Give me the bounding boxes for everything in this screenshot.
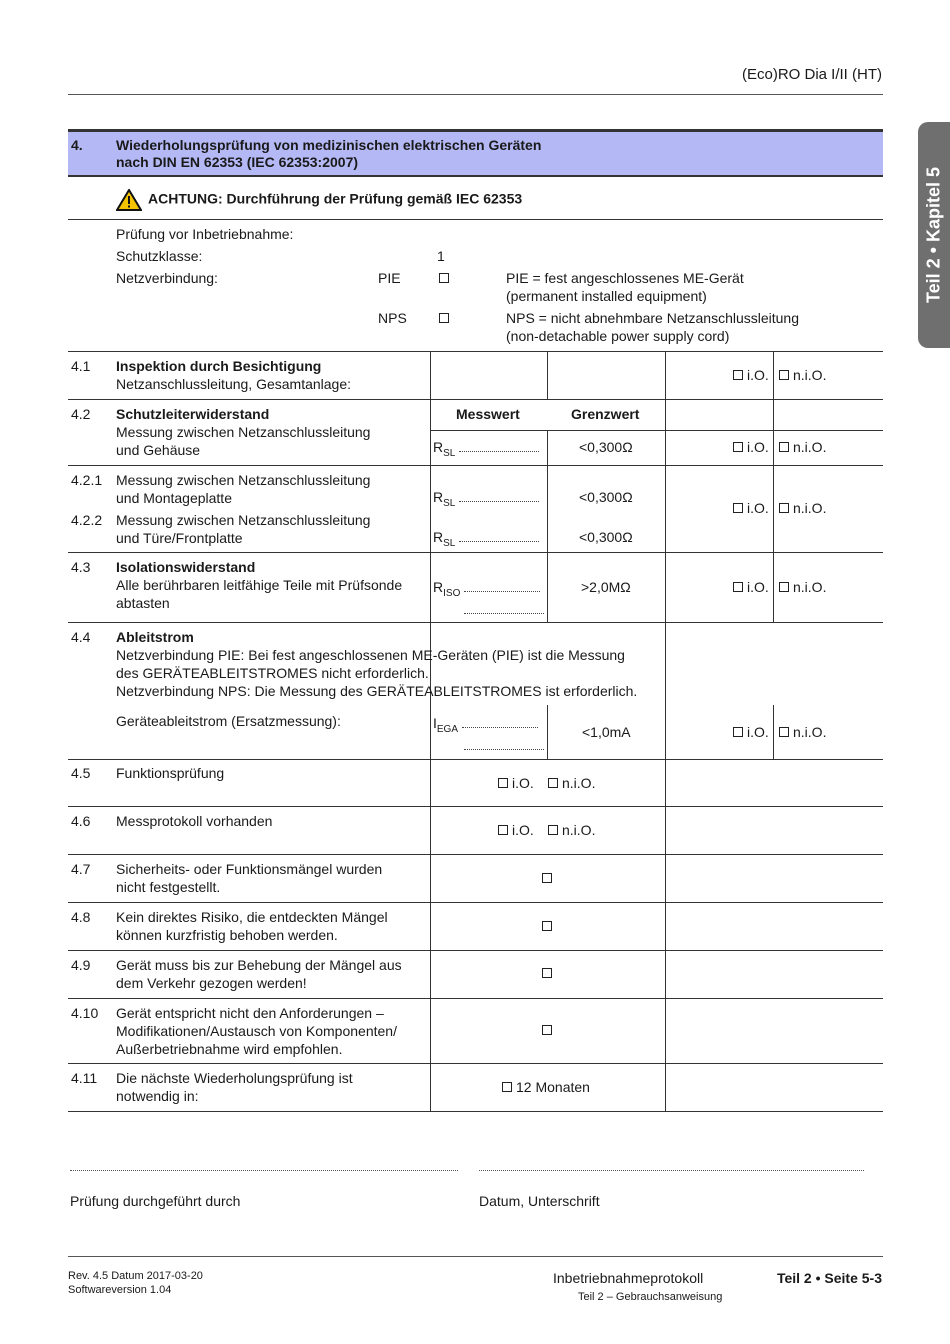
nps-label: NPS bbox=[378, 310, 407, 326]
row-text: Messung zwischen Netzanschlussleitung bbox=[116, 424, 371, 440]
row-number: 4.6 bbox=[71, 813, 91, 829]
rsl-field[interactable]: $R_{SL}$ bbox=[433, 528, 539, 553]
checkbox[interactable] bbox=[542, 869, 556, 887]
schutzklasse-label: Schutzklasse: bbox=[116, 248, 203, 264]
row-title: Schutzleiterwiderstand bbox=[116, 406, 270, 422]
nio-checkbox[interactable]: n.i.O. bbox=[779, 366, 826, 384]
row-text: Netzanschlussleitung, Gesamtanlage: bbox=[116, 376, 352, 392]
row-text: Messung zwischen Netzanschlussleitung bbox=[116, 512, 371, 528]
io-checkbox[interactable]: i.O. bbox=[733, 366, 769, 384]
iega-field-2[interactable] bbox=[464, 736, 544, 754]
row-text: des GERÄTEABLEITSTROMES nicht erforderlich. bbox=[116, 665, 429, 681]
row-text: nicht festgestellt. bbox=[116, 879, 221, 895]
limit-value: >2,0MΩ bbox=[581, 579, 631, 595]
row-text: und Gehäuse bbox=[116, 442, 201, 458]
limit-value: <0,300Ω bbox=[579, 529, 633, 545]
row-text: Netzverbindung PIE: Bei fest angeschlossenen ME-Geräten (PIE) ist die Messung bbox=[116, 647, 625, 663]
row-number: 4.2.2 bbox=[71, 512, 103, 528]
limit-value: <1,0mA bbox=[582, 724, 631, 740]
row-text: Funktionsprüfung bbox=[116, 765, 225, 781]
nio-checkbox[interactable]: n.i.O. bbox=[779, 438, 826, 456]
row-text: abtasten bbox=[116, 595, 170, 611]
row-number: 4.7 bbox=[71, 861, 91, 877]
footer-subtitle: Teil 2 – Gebrauchsanweisung bbox=[578, 1291, 723, 1303]
iega-field[interactable]: $I_{EGA}$ bbox=[433, 714, 538, 739]
warning-icon bbox=[116, 189, 142, 211]
page-number: Teil 2 • Seite 5-3 bbox=[776, 1270, 882, 1286]
row-text: und Montageplatte bbox=[116, 490, 232, 506]
row-title: Isolationswiderstand bbox=[116, 559, 256, 575]
rsl-field[interactable]: $R_{SL}$ bbox=[433, 488, 539, 513]
row-text: können kurzfristig behoben werden. bbox=[116, 927, 338, 943]
row-text: Gerät muss bis zur Behebung der Mängel aus bbox=[116, 957, 402, 973]
row-text: notwendig in: bbox=[116, 1088, 199, 1104]
row-text: Gerät entspricht nicht den Anforderungen – bbox=[116, 1005, 384, 1021]
limit-value: <0,300Ω bbox=[579, 439, 633, 455]
row-number: 4.9 bbox=[71, 957, 91, 973]
row-text: Die nächste Wiederholungsprüfung ist bbox=[116, 1070, 353, 1086]
pruefung-label: Prüfung vor Inbetriebnahme: bbox=[116, 226, 294, 242]
schutzklasse-value: 1 bbox=[437, 248, 445, 264]
limit-value: <0,300Ω bbox=[579, 489, 633, 505]
nio-checkbox[interactable]: n.i.O. bbox=[548, 774, 595, 792]
revision: Rev. 4.5 Datum 2017-03-20 bbox=[68, 1270, 203, 1282]
checkbox[interactable] bbox=[542, 1021, 556, 1039]
row-text: Modifikationen/Austausch von Komponenten/ bbox=[116, 1023, 397, 1039]
section-number: 4. bbox=[71, 137, 83, 153]
row-number: 4.1 bbox=[71, 358, 91, 374]
io-checkbox[interactable]: i.O. bbox=[733, 499, 769, 517]
row-text: Sicherheits- oder Funktionsmängel wurden bbox=[116, 861, 383, 877]
footer-doc-title: Inbetriebnahmeprotokoll bbox=[553, 1270, 704, 1286]
netzverbindung-label: Netzverbindung: bbox=[116, 270, 218, 286]
io-checkbox[interactable]: i.O. bbox=[733, 578, 769, 596]
row-text: und Türe/Frontplatte bbox=[116, 530, 243, 546]
signature-label-right: Datum, Unterschrift bbox=[479, 1193, 600, 1209]
io-checkbox[interactable]: i.O. bbox=[498, 821, 534, 839]
pie-description: PIE = fest angeschlossenes ME-Gerät (permanent installed equipment) bbox=[506, 270, 744, 304]
header-divider bbox=[68, 94, 883, 95]
row-text: Alle berührbaren leitfähige Teile mit Prüfsonde bbox=[116, 577, 403, 593]
months-checkbox[interactable]: 12 Monaten bbox=[502, 1078, 590, 1096]
document-title: (Eco)RO Dia I/II (HT) bbox=[741, 66, 882, 83]
nps-description: NPS = nicht abnehmbare Netzanschlussleitung (non-detachable power supply cord) bbox=[506, 310, 800, 344]
footer-divider bbox=[68, 1256, 883, 1257]
nio-checkbox[interactable]: n.i.O. bbox=[548, 821, 595, 839]
io-checkbox[interactable]: i.O. bbox=[733, 723, 769, 741]
nps-checkbox[interactable] bbox=[439, 309, 453, 327]
row-number: 4.8 bbox=[71, 909, 91, 925]
row-number: 4.4 bbox=[71, 629, 91, 645]
row-text: Geräteableitstrom (Ersatzmessung): bbox=[116, 713, 341, 729]
warning-notice: ACHTUNG: Durchführung der Prüfung gemäß IEC 62353 bbox=[116, 189, 522, 211]
row-title: Ableitstrom bbox=[116, 629, 194, 645]
signature-label-left: Prüfung durchgeführt durch bbox=[70, 1193, 241, 1209]
pie-label: PIE bbox=[378, 270, 401, 286]
row-text: dem Verkehr gezogen werden! bbox=[116, 975, 307, 991]
rsl-field[interactable]: $R_{SL}$ bbox=[433, 438, 539, 463]
row-text: Messung zwischen Netzanschlussleitung bbox=[116, 472, 371, 488]
row-number: 4.2 bbox=[71, 406, 91, 422]
messwert-header: Messwert bbox=[456, 406, 520, 422]
checkbox[interactable] bbox=[542, 964, 556, 982]
nio-checkbox[interactable]: n.i.O. bbox=[779, 578, 826, 596]
chapter-tab: Teil 2 • Kapitel 5 bbox=[918, 122, 950, 348]
row-number: 4.3 bbox=[71, 559, 91, 575]
row-text: Netzverbindung NPS: Die Messung des GERÄTEABLEITSTROMES ist erforderlich. bbox=[116, 683, 638, 699]
row-title: Inspektion durch Besichtigung bbox=[116, 358, 322, 374]
row-number: 4.5 bbox=[71, 765, 91, 781]
row-number: 4.10 bbox=[71, 1005, 99, 1021]
io-checkbox[interactable]: i.O. bbox=[733, 438, 769, 456]
checkbox[interactable] bbox=[542, 917, 556, 935]
signature-line-right[interactable] bbox=[479, 1170, 864, 1171]
nio-checkbox[interactable]: n.i.O. bbox=[779, 723, 826, 741]
row-number: 4.11 bbox=[71, 1070, 98, 1086]
io-checkbox[interactable]: i.O. bbox=[498, 774, 534, 792]
signature-line-left[interactable] bbox=[70, 1170, 458, 1171]
pie-checkbox[interactable] bbox=[439, 269, 453, 287]
row-text: Kein direktes Risiko, die entdeckten Mängel bbox=[116, 909, 388, 925]
row-text: Außerbetriebnahme wird empfohlen. bbox=[116, 1041, 343, 1057]
nio-checkbox[interactable]: n.i.O. bbox=[779, 499, 826, 517]
riso-field[interactable]: $R_{ISO}$ bbox=[433, 578, 540, 603]
grenzwert-header: Grenzwert bbox=[571, 406, 640, 422]
riso-field-2[interactable] bbox=[464, 600, 544, 618]
row-number: 4.2.1 bbox=[71, 472, 103, 488]
row-text: Messprotokoll vorhanden bbox=[116, 813, 273, 829]
section-title: Wiederholungsprüfung von medizinischen elektrischen Geräten nach DIN EN 62353 (IEC 62353:2007) bbox=[116, 137, 542, 170]
software-version: Softwareversion 1.04 bbox=[68, 1284, 172, 1296]
